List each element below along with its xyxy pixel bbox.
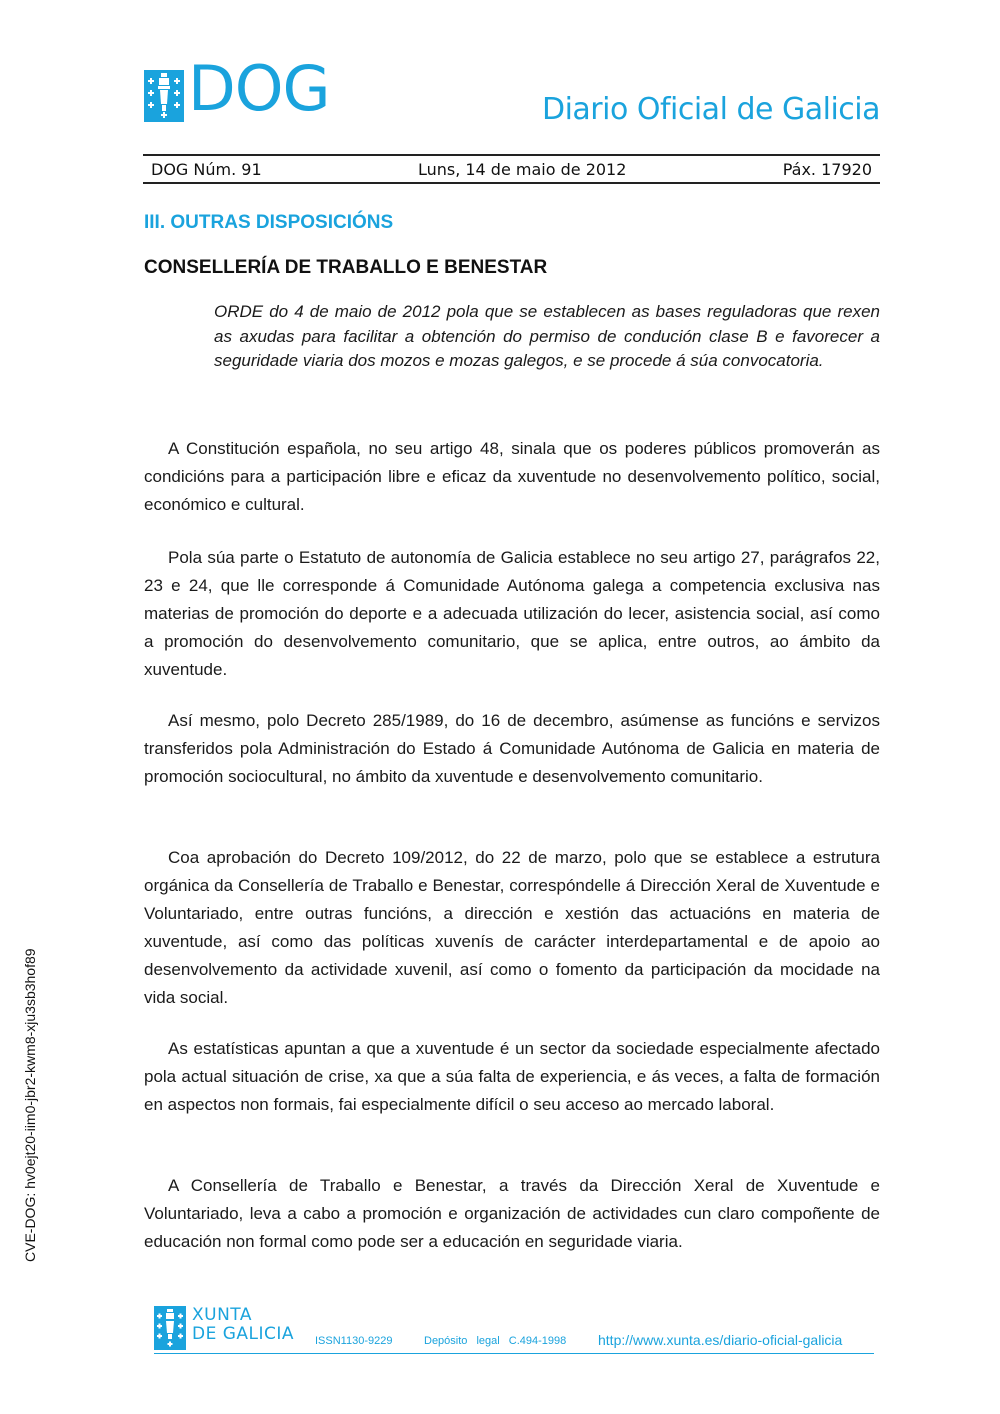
xunta-brand (192, 1306, 294, 1344)
page-number: Páx. 17920 (782, 159, 872, 179)
xunta-emblem-icon (154, 1306, 186, 1350)
legal-deposit-text: Depósito legal C.494-1998 (424, 1335, 567, 1347)
department-title: CONSELLERÍA DE TRABALLO E BENESTAR (144, 257, 548, 278)
body-paragraph: Coa aprobación do Decreto 109/2012, do 22 de marzo, polo que se establece a estrutura orgánica da Consellería de Traballo e Benestar, correspóndelle á Dirección Xeral de Xuventude e Voluntariado, entre outras funcións, a dirección e xestión das actuacións en materia de xuventude, así como das políticas xuvenís de carácter interdepartamental e de apoio ao desenvolvemento da actividade xuvenil, así como o fomento da participación da mocidade na vida social. (144, 848, 880, 1007)
body-paragraph: A Constitución española, no seu artigo 48, sinala que os poderes públicos promoverán as condicións para a participación libre e eficaz da xuventude no desenvolvemento político, social, económico e cultural. (144, 439, 880, 514)
issn-text: ISSN1130-9229 (315, 1335, 393, 1347)
issue-date: Luns, 14 de maio de 2012 (417, 159, 627, 179)
body-paragraph: A Consellería de Traballo e Benestar, a través da Dirección Xeral de Xuventude e Voluntariado, leva a cabo a promoción e organización de actividades cun claro compoñente de educación non formal como pode ser a educación en seguridade viaria. (144, 1176, 880, 1251)
order-title: ORDE do 4 de maio de 2012 pola que se establecen as bases reguladoras que rexen as axudas para facilitar a obtención do permiso de condución clase B e favorecer a seguridade viaria dos mozos e mozas galegos, e se procede á súa convocatoria. (214, 302, 880, 370)
cve-code: CVE-DOG: hv0ejt20-iim0-jbr2-kwm8-xju3sb3hof89 (22, 948, 38, 1262)
footer-divider (154, 1353, 874, 1354)
body-paragraph: As estatísticas apuntan a que a xuventude é un sector da sociedade especialmente afectado pola actual situación de crise, xa que a súa falta de experiencia, e ás veces, a falta de formación en aspectos non formais, fai especialmente difícil o seu acceso ao mercado laboral. (144, 1039, 880, 1114)
dog-logo-text: DOG (188, 52, 330, 125)
brand-line-1: XUNTA (192, 1305, 252, 1325)
masthead-title: Diario Oficial de Galicia (541, 92, 880, 127)
footer-url-link[interactable]: http://www.xunta.es/diario-oficial-galicia (598, 1332, 843, 1348)
section-title: III. OUTRAS DISPOSICIÓNS (144, 212, 394, 233)
brand-line-2: DE GALICIA (192, 1324, 295, 1344)
issue-info-bar (143, 154, 880, 184)
issue-number: DOG Núm. 91 (151, 159, 262, 179)
galicia-coat-of-arms-icon (144, 70, 184, 122)
body-paragraph: Así mesmo, polo Decreto 285/1989, do 16 de decembro, asúmense as funcións e servizos transferidos pola Administración do Estado á Comunidade Autónoma de Galicia en materia de promoción sociocultural, no ámbito da xuventude e desenvolvemento comunitario. (144, 711, 880, 786)
body-paragraph: Pola súa parte o Estatuto de autonomía de Galicia establece no seu artigo 27, parágrafos 22, 23 e 24, que lle corresponde á Comunidade Autónoma galega a competencia exclusiva nas materias de promoción do deporte e a adecuada utilización do lecer, asistencia social, así como a promoción do desenvolvemento comunitario, que se aplica, entre outros, ao ámbito da xuventude. (144, 548, 880, 679)
